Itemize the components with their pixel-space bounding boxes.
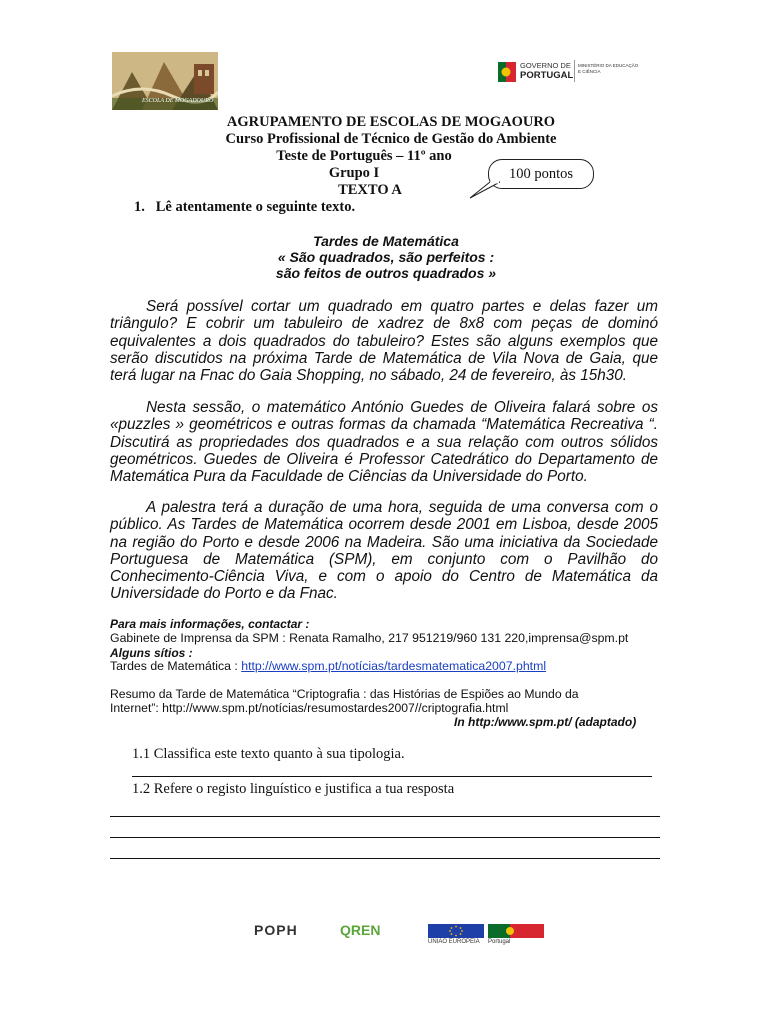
question-1-1: 1.1 Classifica este texto quanto à sua tipologia. [132, 746, 405, 762]
answer-line-4[interactable] [110, 858, 660, 859]
article-paragraph-3: A palestra terá a duração de uma hora, seguida de uma conversa com o público. As Tardes de Matemática ocorrem desde 2001 em Lisboa, desde 2005 na região do Porto e desde 2006 na Madeira. São uma iniciativa da Sociedade Portuguesa de Matemática (SPM), em conjunto com o Pavilhão do Conhecimento-Ciência Viva, e com o apoio do Centro de Matemática da Universidade do Porto e da Fnac. [110, 499, 658, 603]
school-name: AGRUPAMENTO DE ESCOLAS DE MOGAOURO [226, 114, 556, 130]
gov-text-1: GOVERNO DE [520, 61, 571, 70]
site-link[interactable]: http://www.spm.pt/notícias/tardesmatematica2007.phtml [241, 659, 547, 673]
poph-logo [254, 922, 324, 942]
qren-logo-text: QREN [340, 922, 381, 938]
eu-stars-icon [428, 924, 484, 938]
question-1-2: 1.2 Refere o registo linguístico e justifica a tua resposta [132, 781, 455, 797]
government-logo [494, 54, 644, 88]
portugal-shield-icon [498, 62, 516, 82]
ministry-text-2: E CIÊNCIA [578, 69, 601, 74]
gov-divider [574, 60, 575, 82]
article-title: Tardes de Matemática [313, 233, 459, 249]
article-paragraph-1: Será possível cortar um quadrado em quatro partes e delas fazer um triângulo? E cobrir um tabuleiro de xadrez de 8x8 com peças de dominó equivalentes a dois quadrados do tabuleiro? Estes são alguns exemplos que serão discutidos na próxima Tarde de Matemática de Vila Nova de Gaia, que terá lugar na Fnac do Gaia Shopping, no sábado, 24 de fevereiro, às 15h30. [110, 298, 658, 385]
course-name: Curso Profissional de Técnico de Gestão do Ambiente [225, 131, 557, 147]
contact-line: Gabinete de Imprensa da SPM : Renata Ramalho, 217 951219/960 131 220,imprensa@spm.pt [110, 631, 629, 645]
summary-line-2: Internet”: http://www.spm.pt/notícias/resumostardes2007//criptografia.html [110, 701, 509, 715]
article-paragraph-2: Nesta sessão, o matemático António Guedes de Oliveira falará sobre os «puzzles » geométricos e outras formas da chamada “Matemática Recreativa “. Discutirá as propriedades dos quadrados e a sua relação com outros sólidos geométricos. Guedes de Oliveira é Professor Catedrático do Departamento de Matemática Pura da Faculdade de Ciências da Universidade do Porto. [110, 399, 658, 486]
site-line [110, 659, 670, 673]
school-logo-text: ESCOLA DE MOGADOURO [142, 98, 214, 104]
answer-line-3[interactable] [110, 837, 660, 838]
eu-label: UNIÃO EUROPEIA [428, 939, 480, 945]
summary-line-1: Resumo da Tarde de Matemática “Criptografia : das Histórias de Espiões ao Mundo da [110, 687, 579, 701]
answer-line-2[interactable] [110, 816, 660, 817]
answer-line-1[interactable] [132, 776, 652, 777]
eu-flag [428, 924, 484, 938]
qren-logo [340, 922, 412, 942]
portugal-flag [488, 924, 544, 938]
portugal-flag-icon [488, 924, 544, 938]
text-label: TEXTO A [338, 182, 402, 198]
school-logo [112, 52, 218, 110]
test-name: Teste de Português – 11º ano [276, 148, 452, 164]
site-label: Tardes de Matemática : [110, 659, 242, 673]
article-subtitle-1: « São quadrados, são perfeitos : [277, 249, 495, 265]
poph-logo-text: POPH [254, 922, 298, 938]
group-label: Grupo I [328, 165, 380, 181]
ministry-text-1: MINISTÉRIO DA EDUCAÇÃO [578, 63, 639, 68]
portugal-label: Portugal [488, 939, 511, 945]
sites-heading: Alguns sítios : [110, 646, 193, 660]
contact-heading: Para mais informações, contactar : [110, 617, 310, 631]
bubble-tail [468, 180, 500, 200]
gov-text-2: PORTUGAL [520, 70, 574, 81]
reading-instruction: 1. Lê atentamente o seguinte texto. [134, 199, 356, 215]
article-subtitle-2: são feitos de outros quadrados » [275, 265, 497, 281]
source-credit: In http:/www.spm.pt/ (adaptado) [454, 715, 637, 729]
points-bubble: 100 pontos [488, 159, 594, 189]
